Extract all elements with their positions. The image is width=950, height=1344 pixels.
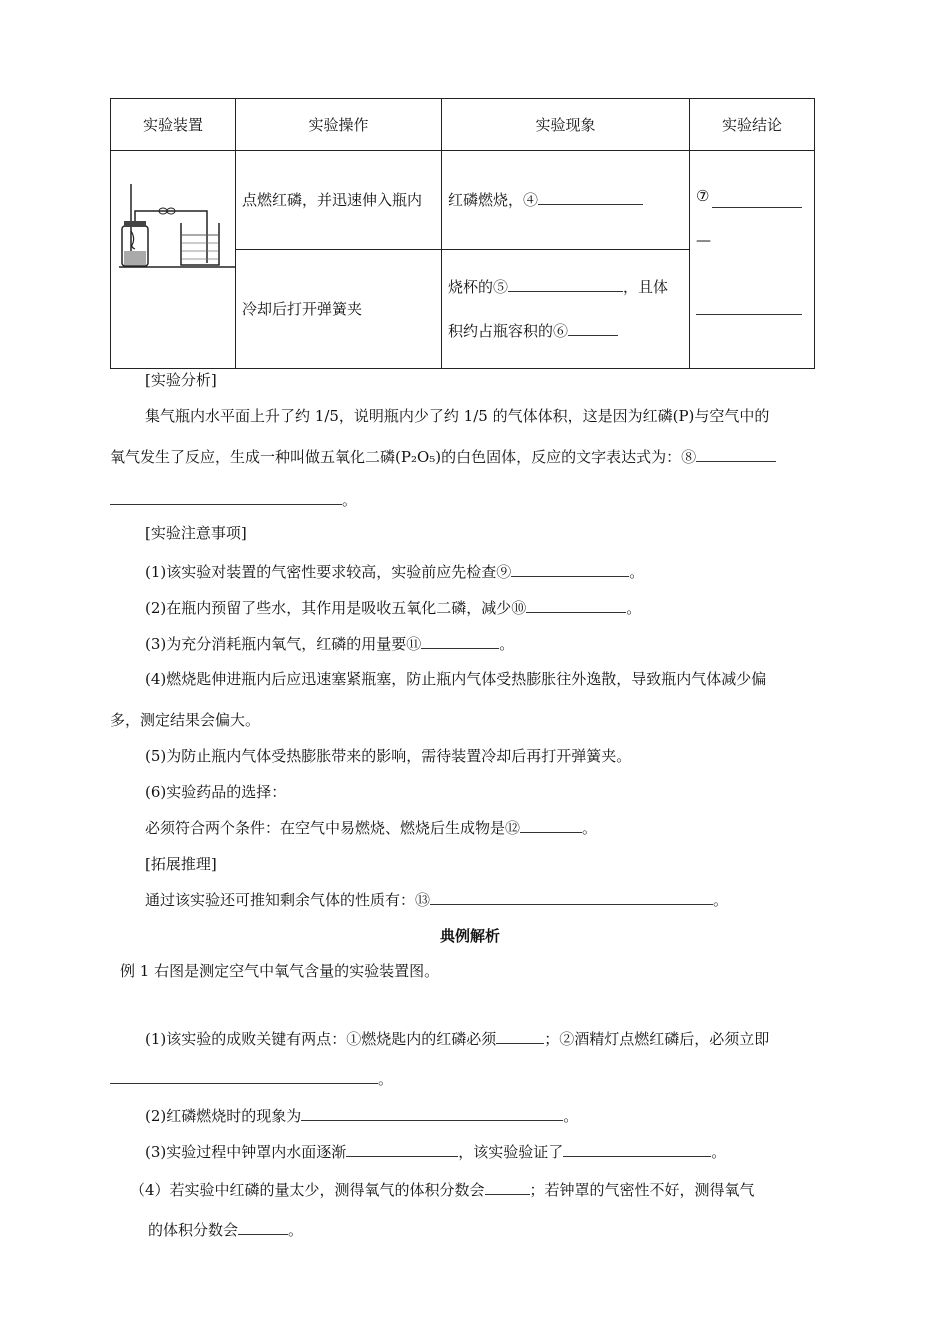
apparatus-cell xyxy=(111,151,236,369)
blank-q1-a[interactable] xyxy=(496,1030,544,1045)
blank-6[interactable] xyxy=(568,322,618,337)
q3-part-b: ，该实验验证了 xyxy=(458,1143,564,1161)
q4-part-c: 的体积分数会 xyxy=(148,1221,239,1239)
blank-11[interactable] xyxy=(421,635,499,650)
example-title: 典例解析 xyxy=(440,927,501,945)
analysis-heading: [实验分析] xyxy=(145,371,217,389)
table-header-row xyxy=(111,99,815,151)
blank-q1-b[interactable] xyxy=(110,1070,378,1085)
extension-heading: [拓展推理] xyxy=(145,855,217,873)
note-4b: 多，测定结果会偏大。 xyxy=(110,711,261,729)
example-intro: 例 1 右图是测定空气中氧气含量的实验装置图。 xyxy=(120,962,440,980)
blank-q3-a[interactable] xyxy=(346,1143,458,1158)
operation-1 xyxy=(236,151,442,250)
blank-8-line2[interactable] xyxy=(110,491,342,506)
conclusion-7-label: ⑦ xyxy=(696,187,710,205)
header-operation: 实验操作 xyxy=(236,99,442,151)
note-3: (3)为充分消耗瓶内氧气，红磷的用量要⑪ xyxy=(145,635,422,653)
note-2: (2)在瓶内预留了些水，其作用是吸收五氧化二磷，减少⑩ xyxy=(145,599,527,617)
analysis-end: 。 xyxy=(342,491,358,509)
blank-7[interactable] xyxy=(712,207,802,208)
q1-part-b: ；②酒精灯点燃红磷后，必须立即 xyxy=(544,1030,770,1048)
phenomenon-1 xyxy=(442,151,690,250)
operation-2 xyxy=(236,250,442,369)
blank-10[interactable] xyxy=(526,599,626,614)
blank-12[interactable] xyxy=(520,819,582,834)
table-row xyxy=(111,151,815,250)
blank-9[interactable] xyxy=(511,563,629,578)
blank-q4-b[interactable] xyxy=(238,1221,288,1236)
blank-q3-b[interactable] xyxy=(563,1143,711,1158)
blank-13[interactable] xyxy=(430,891,713,906)
note-5: (5)为防止瓶内气体受热膨胀带来的影响，需待装置冷却后再打开弹簧夹。 xyxy=(145,747,632,765)
q3-part-a: (3)实验过程中钟罩内水面逐渐 xyxy=(145,1143,347,1161)
phenomenon-2 xyxy=(442,250,690,369)
header-conclusion: 实验结论 xyxy=(690,99,815,151)
conclusion-cell xyxy=(690,151,815,369)
operation-2-text: 冷却后打开弹簧夹 xyxy=(242,300,363,319)
phenomenon-1-text: 红磷燃烧，④ xyxy=(448,191,539,210)
analysis-line2: 氧气发生了反应，生成一种叫做五氧化二磷(P₂O₅)的白色固体，反应的文字表达式为：⑧ xyxy=(110,448,697,466)
note-6b: 必须符合两个条件：在空气中易燃烧、燃烧后生成物是⑫ xyxy=(145,819,521,837)
conclusion-dash: — xyxy=(696,231,711,249)
notes-heading: [实验注意事项] xyxy=(145,524,247,542)
q2: (2)红磷燃烧时的现象为 xyxy=(145,1107,302,1125)
blank-4[interactable] xyxy=(538,191,643,206)
blank-q2[interactable] xyxy=(301,1107,563,1122)
blank-8[interactable] xyxy=(696,448,776,463)
experiment-table xyxy=(110,98,815,369)
phenomenon-2a: 烧杯的⑤ xyxy=(448,278,509,297)
header-phenomenon: 实验现象 xyxy=(442,99,690,151)
header-apparatus: 实验装置 xyxy=(111,99,236,151)
phenomenon-2b: ，且体 xyxy=(623,278,669,297)
note-1: (1)该实验对装置的气密性要求较高，实验前应先检查⑨ xyxy=(145,563,512,581)
q4-part-b: ；若钟罩的气密性不好，测得氧气 xyxy=(529,1181,755,1199)
note-4a: (4)燃烧匙伸进瓶内后应迅速塞紧瓶塞，防止瓶内气体受热膨胀往外逸散，导致瓶内气体减少偏 xyxy=(145,670,767,688)
q4-part-a: （4）若实验中红磷的量太少，测得氧气的体积分数会 xyxy=(130,1181,485,1199)
q1-part-a: (1)该实验的成败关键有两点：①燃烧匙内的红磷必须 xyxy=(145,1030,497,1048)
extension-text: 通过该实验还可推知剩余气体的性质有：⑬ xyxy=(145,891,431,909)
phenomenon-2c: 积约占瓶容积的⑥ xyxy=(448,322,569,341)
blank-5[interactable] xyxy=(508,278,623,293)
note-6: (6)实验药品的选择： xyxy=(145,783,287,801)
apparatus-diagram xyxy=(111,151,235,364)
blank-7-line2[interactable] xyxy=(696,314,802,315)
analysis-line1: 集气瓶内水平面上升了约 1/5，说明瓶内少了约 1/5 的气体体积，这是因为红磷(P)与空气中的 xyxy=(145,407,770,425)
operation-1-text: 点燃红磷，并迅速伸入瓶内 xyxy=(242,191,423,210)
blank-q4-a[interactable] xyxy=(485,1181,530,1196)
